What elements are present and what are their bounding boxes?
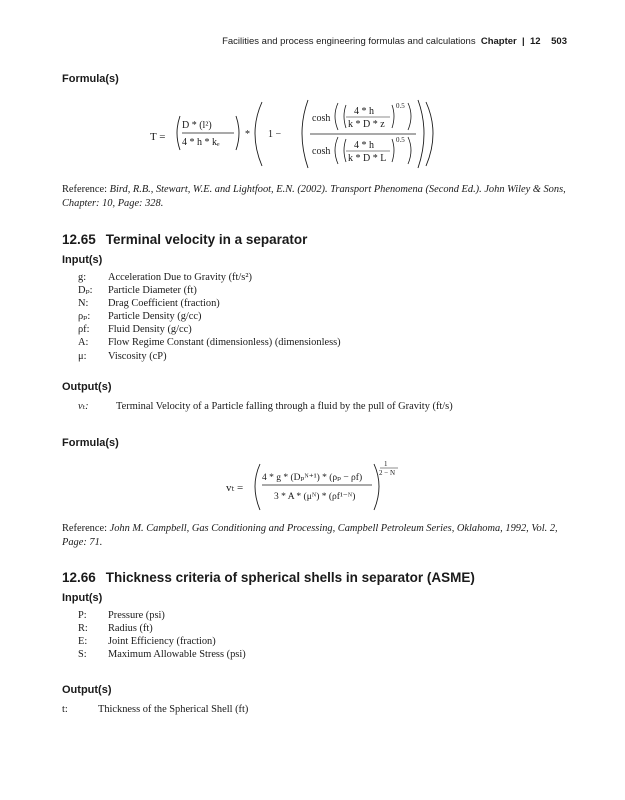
section-65-input-heading: Input(s)	[62, 254, 103, 266]
top-reference	[62, 183, 567, 210]
section-66-outputs	[62, 703, 248, 716]
tv-exponent-numerator: 1	[384, 460, 388, 468]
running-head	[222, 36, 567, 47]
section-65-reference	[62, 522, 567, 549]
terminal-velocity-formula	[226, 458, 416, 519]
section-66-input-heading: Input(s)	[62, 592, 103, 604]
output-row: vₜ: Terminal Velocity of a Particle falling through a fluid by the pull of Gravity (ft/s)	[78, 401, 453, 412]
section-66-output-heading: Output(s)	[62, 684, 112, 696]
section-66-inputs	[78, 609, 246, 661]
top-inner-num-bottom: 4 * h	[354, 140, 374, 151]
input-row: ρf: Fluid Density (g/cc)	[78, 324, 192, 336]
input-row: R: Radius (ft)	[78, 623, 153, 635]
top-reference-label: Reference:	[62, 184, 107, 195]
section-66-heading	[62, 570, 475, 585]
section-65-formula-heading: Formula(s)	[62, 437, 119, 449]
top-exponent-top: 0.5	[396, 102, 405, 110]
top-reference-text: Bird, R.B., Stewart, W.E. and Lightfoot, E.N. (2002). Transport Phenomena (Second Ed.). John Wiley & Sons, Chapter: 10, Page: 328.	[62, 184, 566, 209]
input-row: ρₚ: Particle Density (g/cc)	[78, 311, 202, 323]
section-65-output-heading: Output(s)	[62, 381, 112, 393]
output-row: t: Thickness of the Spherical Shell (ft)	[62, 704, 249, 715]
input-row: μ: Viscosity (cP)	[78, 350, 167, 362]
section-65-reference-text: John M. Campbell, Gas Conditioning and Processing, Campbell Petroleum Series, Oklahoma, 1992, Vol. 2, Page: 71.	[62, 523, 558, 548]
input-row: N: Drag Coefficient (fraction)	[78, 298, 220, 310]
section-65-heading	[62, 232, 307, 247]
running-head-title: Facilities and process engineering formulas and calculations	[222, 36, 476, 47]
top-formula-heading: Formula(s)	[62, 73, 119, 85]
input-row: g: Acceleration Due to Gravity (ft/s²)	[78, 272, 252, 283]
input-row: P: Pressure (psi)	[78, 610, 165, 621]
tv-exponent-denominator: 2 − N	[379, 469, 396, 477]
tv-denominator: 3 * A * (μᴺ) * (ρf¹⁻ᴺ)	[274, 492, 356, 502]
top-inner-num-top: 4 * h	[354, 106, 374, 117]
chapter-separator: |	[522, 36, 525, 47]
top-frac1-numerator: D * (l²)	[182, 120, 212, 131]
section-65-reference-label: Reference:	[62, 523, 107, 534]
chapter-label: Chapter	[480, 36, 517, 47]
top-inner-den-bottom: k * D * L	[348, 153, 387, 164]
top-frac1-denominator: 4 * h * kₑ	[182, 137, 220, 148]
section-65-inputs	[78, 271, 341, 363]
top-one-minus: 1 −	[268, 129, 282, 140]
top-cosh-bottom: cosh	[312, 146, 331, 157]
page-number: 503	[551, 36, 567, 47]
section-66-number: 12.66	[62, 570, 96, 585]
input-row: A: Flow Regime Constant (dimensionless) (dimensionless)	[78, 337, 341, 349]
tv-numerator: 4 * g * (Dₚᴺ⁺¹) * (ρₚ − ρf)	[262, 473, 363, 483]
top-times: *	[245, 129, 250, 140]
section-65-number: 12.65	[62, 232, 96, 247]
top-formula	[150, 96, 450, 181]
chapter-number: 12	[530, 36, 541, 47]
tv-lhs: vₜ =	[226, 482, 244, 494]
section-66-title: Thickness criteria of spherical shells in separator (ASME)	[105, 570, 475, 585]
top-cosh-top: cosh	[312, 113, 331, 124]
input-row: S: Maximum Allowable Stress (psi)	[78, 649, 246, 661]
input-row: Dₚ: Particle Diameter (ft)	[78, 285, 197, 297]
top-exponent-bottom: 0.5	[396, 136, 405, 144]
top-formula-lhs: T =	[150, 131, 166, 143]
section-65-title: Terminal velocity in a separator	[105, 232, 308, 247]
input-row: E: Joint Efficiency (fraction)	[78, 636, 216, 648]
top-inner-den-top: k * D * z	[348, 119, 385, 130]
section-65-outputs	[78, 400, 453, 413]
